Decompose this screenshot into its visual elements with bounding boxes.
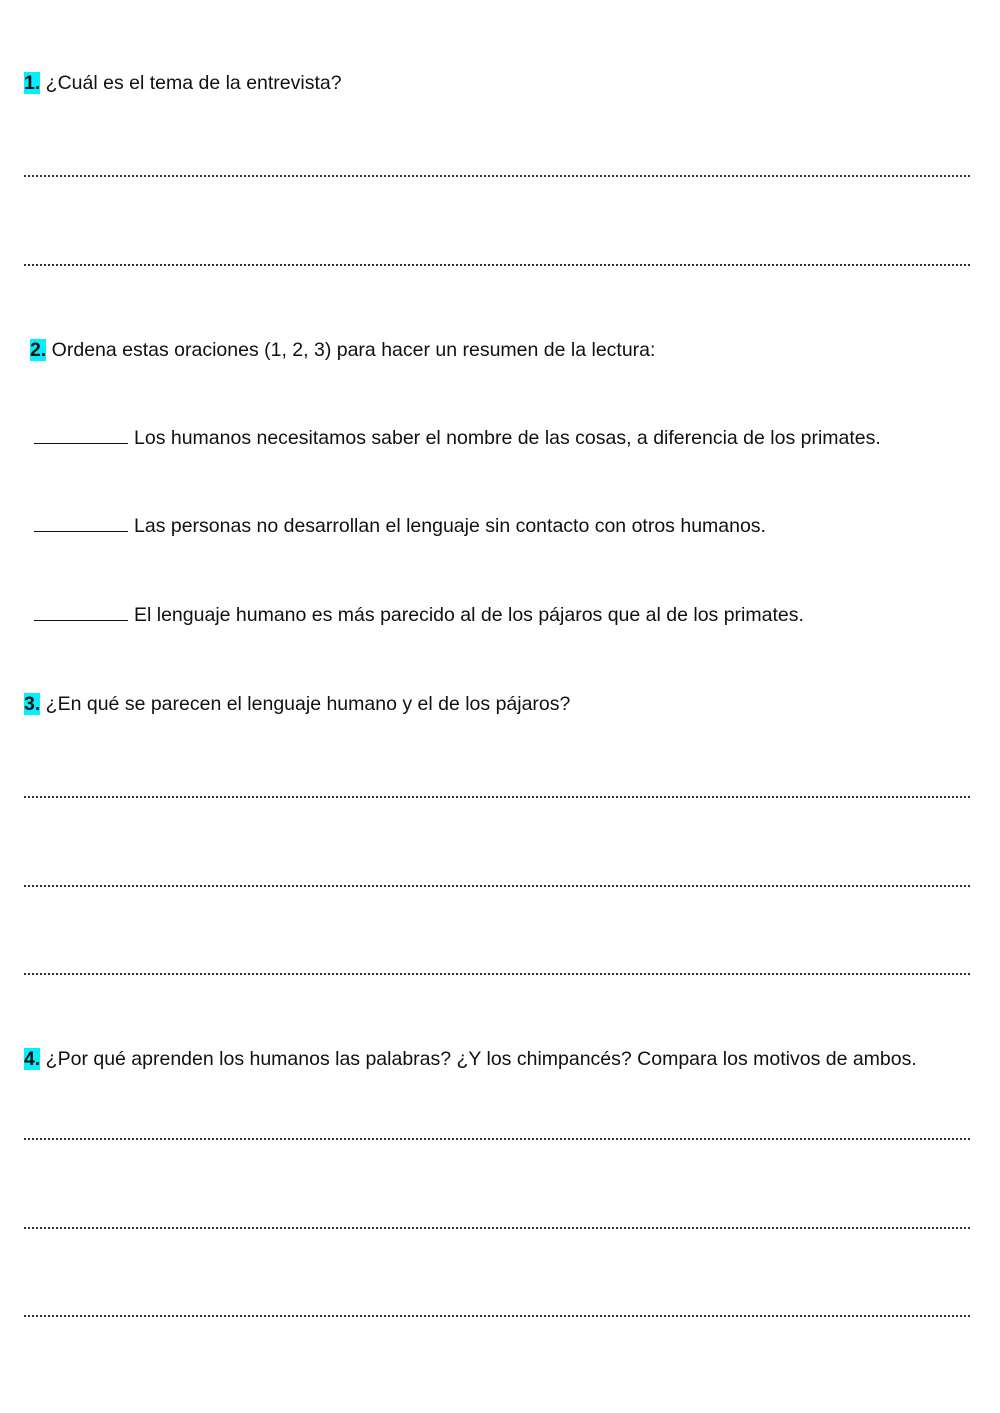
order-item-text: Los humanos necesitamos saber el nombre de las cosas, a diferencia de los primates. (134, 427, 881, 449)
question-3 (24, 689, 570, 720)
answer-line[interactable] (24, 175, 970, 177)
question-2-number: 2. (30, 339, 47, 361)
question-2-text: Ordena estas oraciones (1, 2, 3) para hacer un resumen de la lectura: (46, 339, 656, 361)
answer-line[interactable] (24, 264, 970, 266)
question-4-number: 4. (24, 1048, 41, 1070)
order-blank[interactable] (34, 601, 128, 621)
answer-line[interactable] (24, 973, 970, 975)
question-4 (24, 1044, 944, 1075)
order-item (34, 424, 881, 452)
order-item (34, 601, 804, 629)
question-4-text: ¿Por qué aprenden los humanos las palabras? ¿Y los chimpancés? Compara los motivos de ambos. (40, 1048, 917, 1070)
order-item (34, 512, 766, 540)
question-3-text: ¿En qué se parecen el lenguaje humano y el de los pájaros? (40, 693, 571, 715)
answer-line[interactable] (24, 1315, 970, 1317)
answer-line[interactable] (24, 1138, 970, 1140)
order-item-text: El lenguaje humano es más parecido al de los pájaros que al de los primates. (134, 604, 804, 626)
question-2 (30, 335, 655, 366)
order-blank[interactable] (34, 424, 128, 444)
order-item-text: Las personas no desarrollan el lenguaje sin contacto con otros humanos. (134, 515, 766, 537)
answer-line[interactable] (24, 885, 970, 887)
question-1-text: ¿Cuál es el tema de la entrevista? (40, 72, 342, 94)
question-1-number: 1. (24, 72, 41, 94)
answer-line[interactable] (24, 1227, 970, 1229)
order-blank[interactable] (34, 512, 128, 532)
question-1 (24, 68, 342, 99)
answer-line[interactable] (24, 796, 970, 798)
question-3-number: 3. (24, 693, 41, 715)
